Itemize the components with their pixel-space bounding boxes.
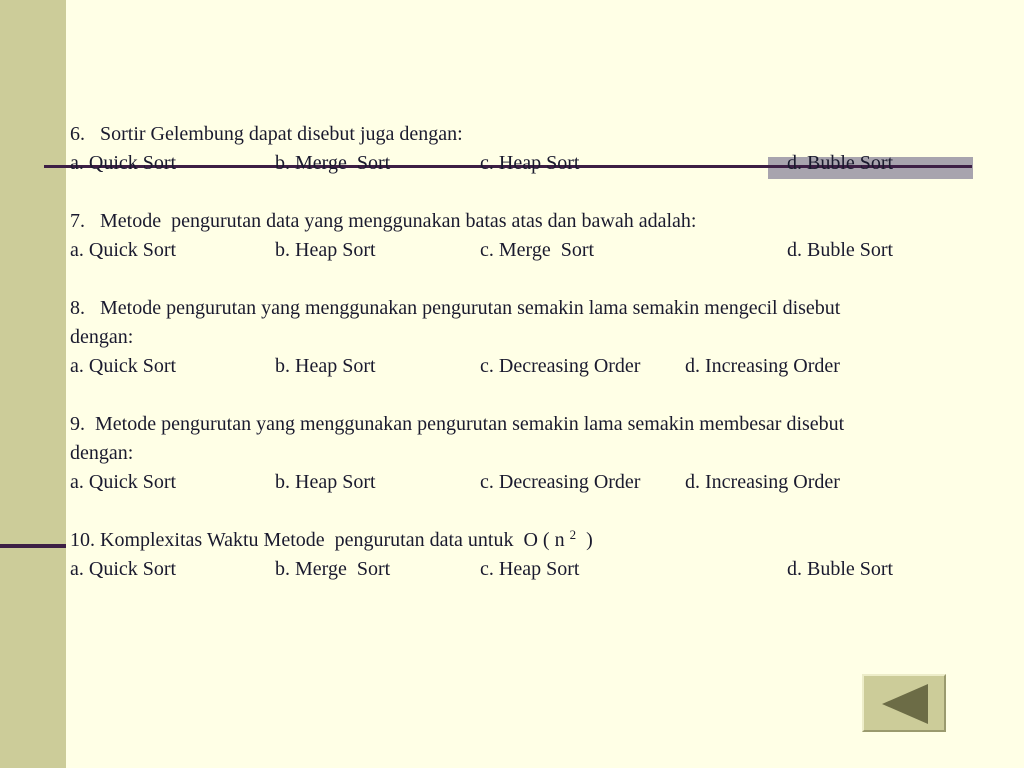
question-9-text: 9. Metode pengurutan yang menggunakan pengurutan semakin lama semakin membesar disebut xyxy=(70,413,845,435)
question-9-text-cont: dengan: xyxy=(70,442,134,464)
back-button[interactable] xyxy=(862,674,946,732)
option-d: d. Buble Sort xyxy=(787,239,894,261)
triangle-left-icon xyxy=(882,684,928,724)
question-8-options xyxy=(70,352,1020,381)
option-b: b. Merge Sort xyxy=(275,152,391,174)
option-a: a. Quick Sort xyxy=(70,471,177,493)
question-6-options xyxy=(70,149,1020,178)
option-a: a. Quick Sort xyxy=(70,239,177,261)
option-b: b. Heap Sort xyxy=(275,355,376,377)
question-10-end: ) xyxy=(576,529,593,551)
question-10-main: 10. Komplexitas Waktu Metode pengurutan data untuk O ( n xyxy=(70,529,565,551)
option-d: d. Increasing Order xyxy=(685,355,840,377)
left-sidebar-bar xyxy=(0,0,66,768)
option-b: b. Heap Sort xyxy=(275,471,376,493)
quiz-content xyxy=(70,120,1020,584)
question-6-text: 6. Sortir Gelembung dapat disebut juga dengan: xyxy=(70,123,463,145)
option-c: c. Decreasing Order xyxy=(480,471,641,493)
option-c: c. Heap Sort xyxy=(480,152,580,174)
question-10-text xyxy=(70,526,1020,555)
question-9-options xyxy=(70,468,1020,497)
option-c: c. Merge Sort xyxy=(480,239,595,261)
option-c: c. Decreasing Order xyxy=(480,355,641,377)
option-b: b. Heap Sort xyxy=(275,239,376,261)
question-7-options xyxy=(70,236,1020,265)
left-accent-line xyxy=(0,544,66,548)
option-d: d. Buble Sort xyxy=(787,558,894,580)
question-7-text: 7. Metode pengurutan data yang menggunakan batas atas dan bawah adalah: xyxy=(70,210,697,232)
superscript-2: 2 xyxy=(569,527,577,542)
option-c: c. Heap Sort xyxy=(480,558,580,580)
question-10-options xyxy=(70,555,1020,584)
option-a: a. Quick Sort xyxy=(70,355,177,377)
option-b: b. Merge Sort xyxy=(275,558,391,580)
question-8-text-cont: dengan: xyxy=(70,326,134,348)
option-d: d. Increasing Order xyxy=(685,471,840,493)
option-a: a. Quick Sort xyxy=(70,152,177,174)
option-d: d. Buble Sort xyxy=(787,152,894,174)
option-a: a. Quick Sort xyxy=(70,558,177,580)
question-8-text: 8. Metode pengurutan yang menggunakan pengurutan semakin lama semakin mengecil disebut xyxy=(70,297,841,319)
